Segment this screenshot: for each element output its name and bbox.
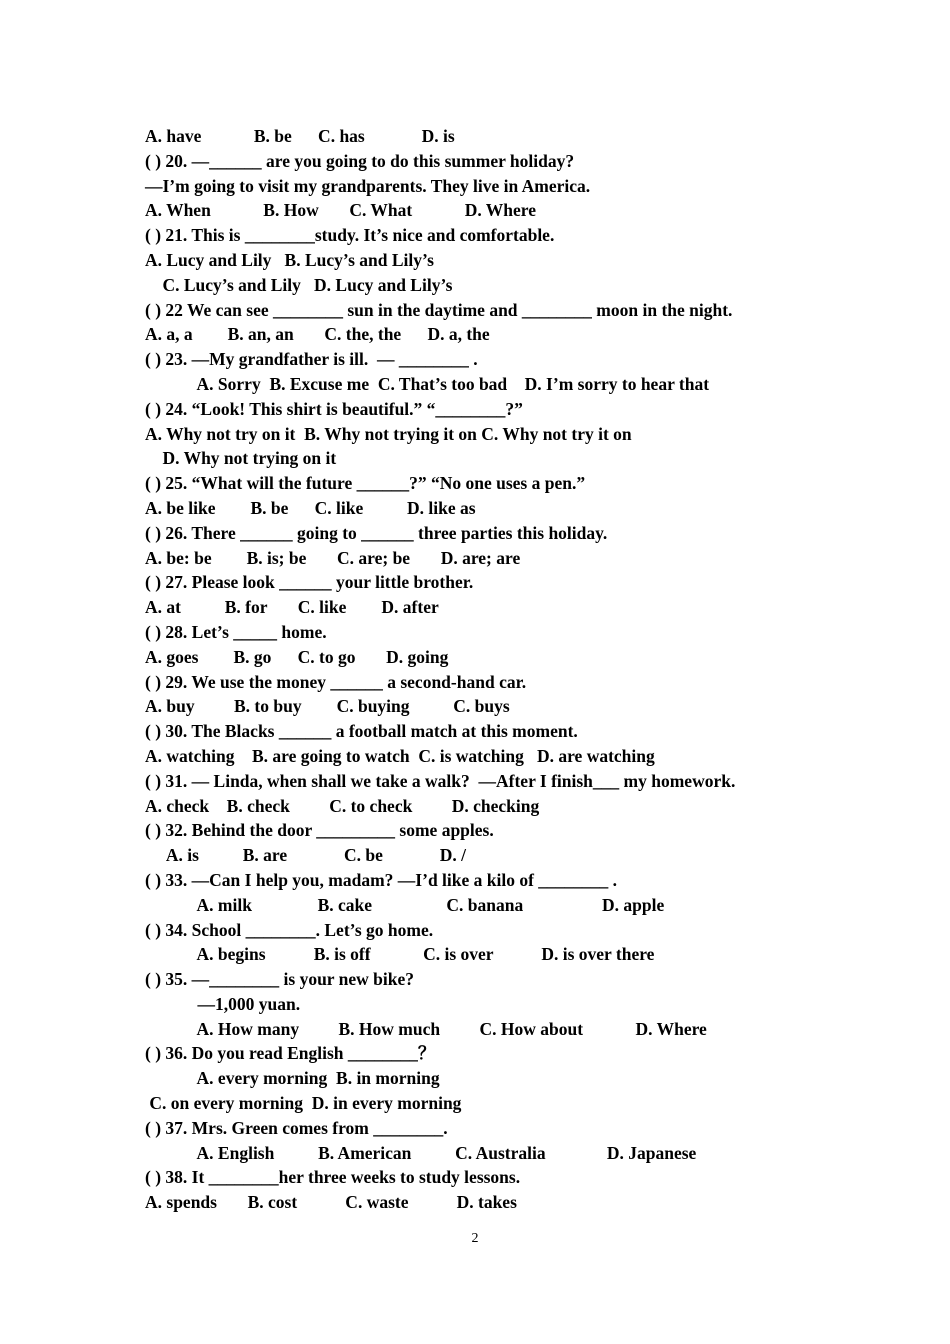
text-line: ( ) 22 We can see ________ sun in the daytime and ________ moon in the night. bbox=[145, 299, 733, 320]
text-line: ( ) 27. Please look ______ your little brother. bbox=[145, 572, 474, 593]
text-line: —I’m going to visit my grandparents. They live in America. bbox=[145, 175, 591, 196]
text-line: —1,000 yuan. bbox=[145, 993, 301, 1014]
text-line: ( ) 23. —My grandfather is ill. — ________ . bbox=[145, 349, 478, 370]
text-line: ( ) 38. It ________her three weeks to study lessons. bbox=[145, 1167, 521, 1188]
worksheet-body bbox=[145, 124, 825, 1215]
text-line: A. is B. are C. be D. / bbox=[145, 845, 466, 866]
text-line: ( ) 36. Do you read English ________？ bbox=[145, 1043, 436, 1064]
text-line: A. be like B. be C. like D. like as bbox=[145, 497, 476, 518]
page-number: 2 bbox=[471, 1231, 479, 1246]
text-line: A. English B. American C. Australia D. Japanese bbox=[145, 1142, 697, 1163]
text-line: ( ) 21. This is ________study. It’s nice and comfortable. bbox=[145, 225, 555, 246]
text-line: ( ) 24. “Look! This shirt is beautiful.” “________?” bbox=[145, 398, 523, 419]
text-line: A. begins B. is off C. is over D. is over there bbox=[145, 944, 655, 965]
text-line: C. Lucy’s and Lily D. Lucy and Lily’s bbox=[145, 274, 453, 295]
text-line: A. How many B. How much C. How about D. Where bbox=[145, 1018, 707, 1039]
text-line: ( ) 33. —Can I help you, madam? —I’d like a kilo of ________ . bbox=[145, 869, 618, 890]
text-line: D. Why not trying on it bbox=[145, 448, 337, 469]
text-line: ( ) 32. Behind the door _________ some apples. bbox=[145, 820, 494, 841]
text-line: A. Lucy and Lily B. Lucy’s and Lily’s bbox=[145, 249, 434, 270]
text-line: A. Why not try on it B. Why not trying it on C. Why not try it on bbox=[145, 423, 632, 444]
text-line: A. every morning B. in morning bbox=[145, 1068, 440, 1089]
text-line: ( ) 34. School ________. Let’s go home. bbox=[145, 919, 434, 940]
text-line: A. have B. be C. has D. is bbox=[145, 126, 455, 146]
text-line: A. spends B. cost C. waste D. takes bbox=[145, 1192, 517, 1213]
text-line: A. a, a B. an, an C. the, the D. a, the bbox=[145, 324, 490, 345]
text-line: ( ) 37. Mrs. Green comes from ________. bbox=[145, 1117, 448, 1138]
text-line: C. on every morning D. in every morning bbox=[145, 1093, 462, 1114]
text-line: A. When B. How C. What D. Where bbox=[145, 200, 537, 221]
text-line: ( ) 26. There ______ going to ______ three parties this holiday. bbox=[145, 522, 608, 543]
text-line: ( ) 31. — Linda, when shall we take a walk? —After I finish___ my homework. bbox=[145, 770, 736, 791]
text-line: ( ) 28. Let’s _____ home. bbox=[145, 621, 327, 642]
text-line: A. at B. for C. like D. after bbox=[145, 597, 439, 618]
text-line: A. goes B. go C. to go D. going bbox=[145, 646, 449, 667]
text-line: A. Sorry B. Excuse me C. That’s too bad D. I’m sorry to hear that bbox=[145, 373, 710, 394]
text-line: A. check B. check C. to check D. checking bbox=[145, 795, 540, 816]
text-line: A. buy B. to buy C. buying C. buys bbox=[145, 696, 510, 717]
text-line: ( ) 25. “What will the future ______?” “No one uses a pen.” bbox=[145, 473, 586, 494]
text-line: A. watching B. are going to watch C. is watching D. are watching bbox=[145, 745, 655, 766]
text-line: ( ) 20. —______ are you going to do this summer holiday? bbox=[145, 150, 575, 171]
text-line: A. be: be B. is; be C. are; be D. are; are bbox=[145, 547, 521, 568]
text-line: A. milk B. cake C. banana D. apple bbox=[145, 894, 665, 915]
text-line: ( ) 35. —________ is your new bike? bbox=[145, 969, 414, 990]
text-line: ( ) 29. We use the money ______ a second-hand car. bbox=[145, 671, 527, 692]
text-line: ( ) 30. The Blacks ______ a football match at this moment. bbox=[145, 721, 578, 742]
